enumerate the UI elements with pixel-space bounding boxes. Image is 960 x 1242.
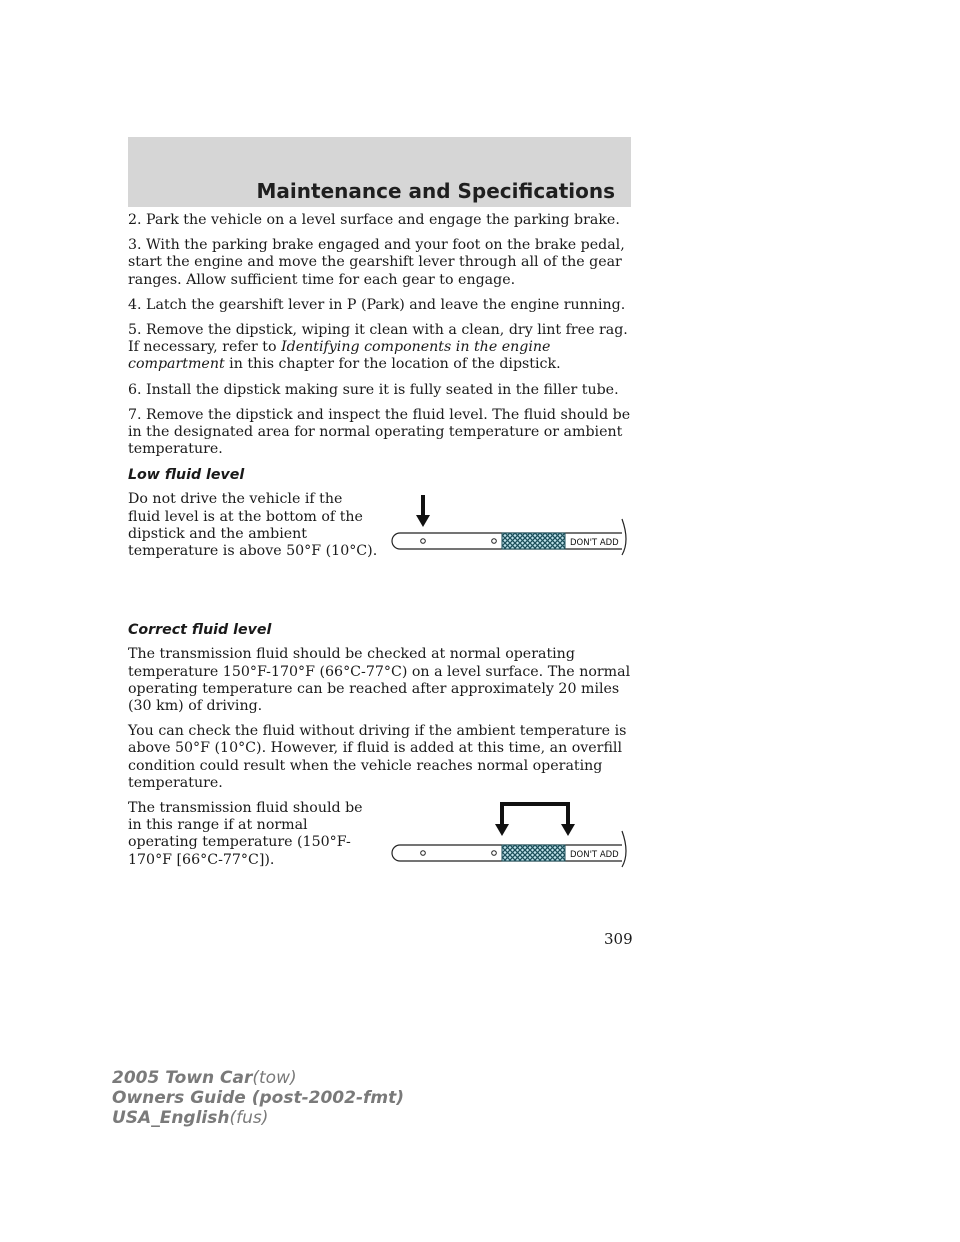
- low-fluid-section: [128, 491, 631, 621]
- footer-language: USA_English: [112, 1108, 230, 1128]
- step-5-text: 5. Remove the dipstick, wiping it clean with a clean, dry lint free rag. If necessary, refer to: [128, 322, 628, 356]
- step-5: [128, 322, 631, 374]
- dipstick-hole-right: [492, 539, 497, 544]
- section-title: Maintenance and Specifications: [256, 179, 615, 203]
- low-level-arrow-head: [416, 515, 430, 527]
- page-number: 309: [604, 930, 633, 948]
- range-arrow-head-right: [561, 824, 575, 836]
- low-fluid-heading: Low fluid level: [128, 467, 245, 484]
- step-4: 4. Latch the gearshift lever in P (Park) and leave the engine running.: [128, 296, 626, 313]
- step-3: 3. With the parking brake engaged and your foot on the brake pedal, start the engine and move the gearshift lever through all of the gear ranges. Allow sufficient time for each gear to engage.: [128, 237, 625, 288]
- correct-fluid-section: [128, 800, 631, 890]
- footer-line-1: [112, 1068, 404, 1088]
- range-arrow-head-left: [495, 824, 509, 836]
- dipstick-hole-right: [492, 851, 497, 856]
- dipstick-low-level-illustration: [390, 493, 632, 575]
- dont-add-label: DON'T ADD: [570, 538, 619, 549]
- dipstick-correct-range-illustration: [390, 800, 632, 882]
- document-footer: [112, 1068, 404, 1128]
- footer-guide: Owners Guide (post-2002-fmt): [112, 1088, 405, 1108]
- correct-range-text: The transmission fluid should be in this range if at normal operating temperature (150°F-170°F [66°C-77°C]).: [128, 800, 363, 868]
- correct-fluid-text-1: The transmission fluid should be checked at normal operating temperature 150°F-170°F (66°C-77°C) on a level surface. The normal operating temperature can be reached after approximately 20 miles (30 km) of driving.: [128, 646, 631, 715]
- cross-reference: Identifying components in the engine compartment: [128, 339, 551, 373]
- dipstick-hatched-range: [502, 845, 565, 861]
- step-5-text-end: in this chapter for the location of the dipstick.: [229, 356, 561, 373]
- range-bracket-arrow: [502, 804, 568, 828]
- dipstick-hatched-range: [502, 533, 565, 549]
- correct-fluid-text-2: You can check the fluid without driving if the ambient temperature is above 50°F (10°C). However, if fluid is added at this time, an overfill condition could result when the vehicle reaches normal operating temperature.: [128, 723, 627, 791]
- step-7: 7. Remove the dipstick and inspect the fluid level. The fluid should be in the designated area for normal operating temperature or ambient temperature.: [128, 406, 631, 458]
- dipstick-hole-left: [421, 851, 426, 856]
- step-2: 2. Park the vehicle on a level surface and engage the parking brake.: [128, 212, 620, 228]
- footer-model: 2005 Town Car: [112, 1068, 253, 1088]
- step-6: 6. Install the dipstick making sure it is fully seated in the filler tube.: [128, 381, 619, 398]
- footer-line-2: [112, 1088, 404, 1108]
- low-fluid-text: Do not drive the vehicle if the fluid level is at the bottom of the dipstick and the ambient temperature is above 50°F (10°C).: [128, 491, 378, 560]
- footer-model-code: (tow): [252, 1068, 297, 1088]
- footer-line-3: [112, 1108, 404, 1128]
- footer-language-code: (fus): [229, 1108, 269, 1128]
- dipstick-end-curve: [622, 519, 626, 555]
- section-header: [128, 137, 631, 207]
- dont-add-label: DON'T ADD: [570, 850, 619, 861]
- correct-fluid-heading: Correct fluid level: [128, 622, 272, 639]
- dipstick-hole-left: [421, 539, 426, 544]
- dipstick-end-curve: [622, 831, 626, 867]
- page-content: [128, 212, 631, 890]
